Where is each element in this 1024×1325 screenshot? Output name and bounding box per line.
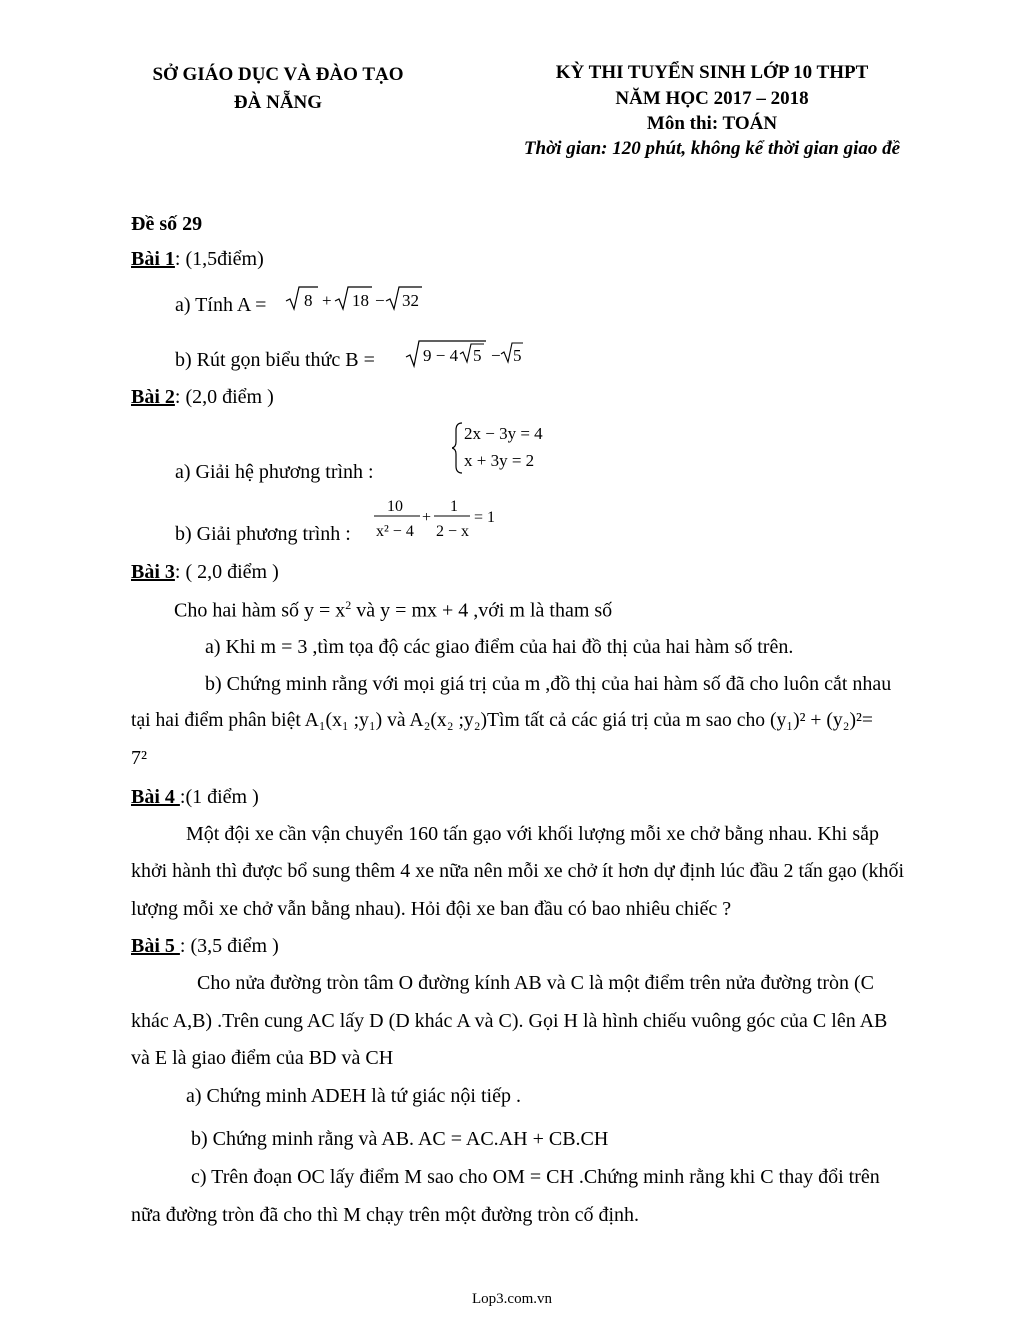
bai1-a-expression <box>284 284 424 314</box>
root-32: 32 <box>402 291 419 310</box>
bai2-system <box>452 420 562 476</box>
bai3-heading <box>131 561 279 584</box>
footer-website: Lop3.com.vn <box>472 1291 552 1307</box>
bai5-line2: khác A,B) .Trên cung AC lấy D (D khác A và C). Gọi H là hình chiếu vuông góc của C lên AB <box>131 1010 888 1032</box>
bai5-c-line2: nữa đường tròn đã cho thì M chạy trên một đường tròn cố định. <box>131 1204 640 1226</box>
minus-sign: − <box>491 346 501 365</box>
bai2-heading <box>131 386 274 409</box>
frac2-numerator: 1 <box>450 498 458 515</box>
bai2-points: : (2,0 điểm ) <box>174 386 274 408</box>
school-year: NĂM HỌC 2017 – 2018 <box>615 88 809 109</box>
bai1-b-label: b) Rút gọn biểu thức B = <box>175 349 375 371</box>
equation-rhs: = 1 <box>474 509 496 526</box>
bai3-title: Bài 3 <box>131 561 175 583</box>
bai2-a <box>175 461 374 484</box>
bai1-b <box>175 349 375 372</box>
bai5-line1: Cho nửa đường tròn tâm O đường kính AB và C là một điểm trên nửa đường tròn (C <box>197 972 874 994</box>
bai4-title: Bài 4 <box>131 786 180 808</box>
bai3-intro-rest: và y = mx + 4 ,với m là tham số <box>351 599 613 622</box>
minus-sign: − <box>375 291 385 310</box>
bai2-a-label: a) Giải hệ phương trình : <box>175 461 374 483</box>
bai4-line3: lượng mỗi xe chở vẫn bằng nhau). Hỏi đội xe ban đầu có bao nhiêu chiếc ? <box>131 898 732 920</box>
bai2-b-label: b) Giải phương trình : <box>175 523 351 545</box>
plus-sign: + <box>322 291 332 310</box>
bai3-intro <box>174 598 612 623</box>
department-name: SỞ GIÁO DỤC VÀ ĐÀO TẠO <box>152 64 404 85</box>
bai5-a: a) Chứng minh ADEH là tứ giác nội tiếp . <box>186 1085 521 1107</box>
bai4-line1: Một đội xe cần vận chuyển 160 tấn gạo với khối lượng mỗi xe chở bằng nhau. Khi sắp <box>186 823 879 845</box>
bai5-line3: và E là giao điểm của BD và CH <box>131 1047 394 1069</box>
equation-2: x + 3y = 2 <box>464 451 535 470</box>
bai3-b-line2: tại hai điểm phân biệt A₁(x₁ ;y₁) và A₂(x₂ ;y₂)Tìm tất cả các giá trị của m sao cho (y₁)² + (y₂)²= <box>131 710 873 731</box>
frac1-numerator: 10 <box>387 498 403 515</box>
exam-title: KỲ THI TUYỂN SINH LỚP 10 THPT <box>555 62 869 83</box>
bai3-intro-exponent: 2 <box>345 598 352 612</box>
exam-number: Đề số 29 <box>131 213 203 235</box>
inner-root-5: 5 <box>473 346 482 365</box>
bai1-a-label: a) Tính A = <box>175 294 267 316</box>
bai3-a: a) Khi m = 3 ,tìm tọa độ các giao điểm của hai đồ thị của hai hàm số trên. <box>205 636 794 658</box>
bai1-title: Bài 1 <box>131 248 175 270</box>
bai2-title: Bài 2 <box>131 386 175 408</box>
root-18: 18 <box>352 291 369 310</box>
bai2-b <box>175 523 351 546</box>
time-limit: Thời gian: 120 phút, không kể thời gian giao đề <box>523 138 901 159</box>
city-name: ĐÀ NẴNG <box>233 92 323 113</box>
bai3-b-line3: 7² <box>131 747 147 769</box>
inner-expr: 9 − 4 <box>423 346 459 365</box>
equation-1: 2x − 3y = 4 <box>464 424 543 443</box>
plus-sign: + <box>422 509 432 526</box>
bai3-intro-text: Cho hai hàm số y = x <box>174 599 346 622</box>
bai5-b: b) Chứng minh rằng và AB. AC = AC.AH + CB.CH <box>191 1128 609 1150</box>
frac2-denominator: 2 − x <box>436 523 470 540</box>
frac1-denominator: x² − 4 <box>376 523 414 540</box>
bai2-equation <box>372 494 502 544</box>
bai5-c-line1: c) Trên đoạn OC lấy điểm M sao cho OM = CH .Chứng minh rằng khi C thay đổi trên <box>191 1166 880 1188</box>
bai3-points: : ( 2,0 điểm ) <box>174 561 279 583</box>
root-8: 8 <box>304 291 313 310</box>
brace-icon <box>452 423 462 473</box>
bai1-b-expression <box>404 338 524 370</box>
bai4-points: :(1 điểm ) <box>179 786 259 808</box>
root-5: 5 <box>513 346 522 365</box>
bai5-points: : (3,5 điểm ) <box>179 935 279 957</box>
bai5-title: Bài 5 <box>131 935 180 957</box>
subject: Môn thi: TOÁN <box>646 113 778 134</box>
bai3-b-line1: b) Chứng minh rằng với mọi giá trị của m ,đồ thị của hai hàm số đã cho luôn cắt nhau <box>205 673 892 695</box>
bai4-line2: khởi hành thì được bổ sung thêm 4 xe nữa nên mỗi xe chở ít hơn dự định lúc đầu 2 tấn gạo (khối <box>131 860 905 882</box>
bai1-a <box>175 294 266 317</box>
bai1-heading <box>131 248 264 271</box>
bai5-heading <box>131 935 279 958</box>
bai4-heading <box>131 786 259 809</box>
bai1-points: : (1,5điểm) <box>174 248 264 270</box>
